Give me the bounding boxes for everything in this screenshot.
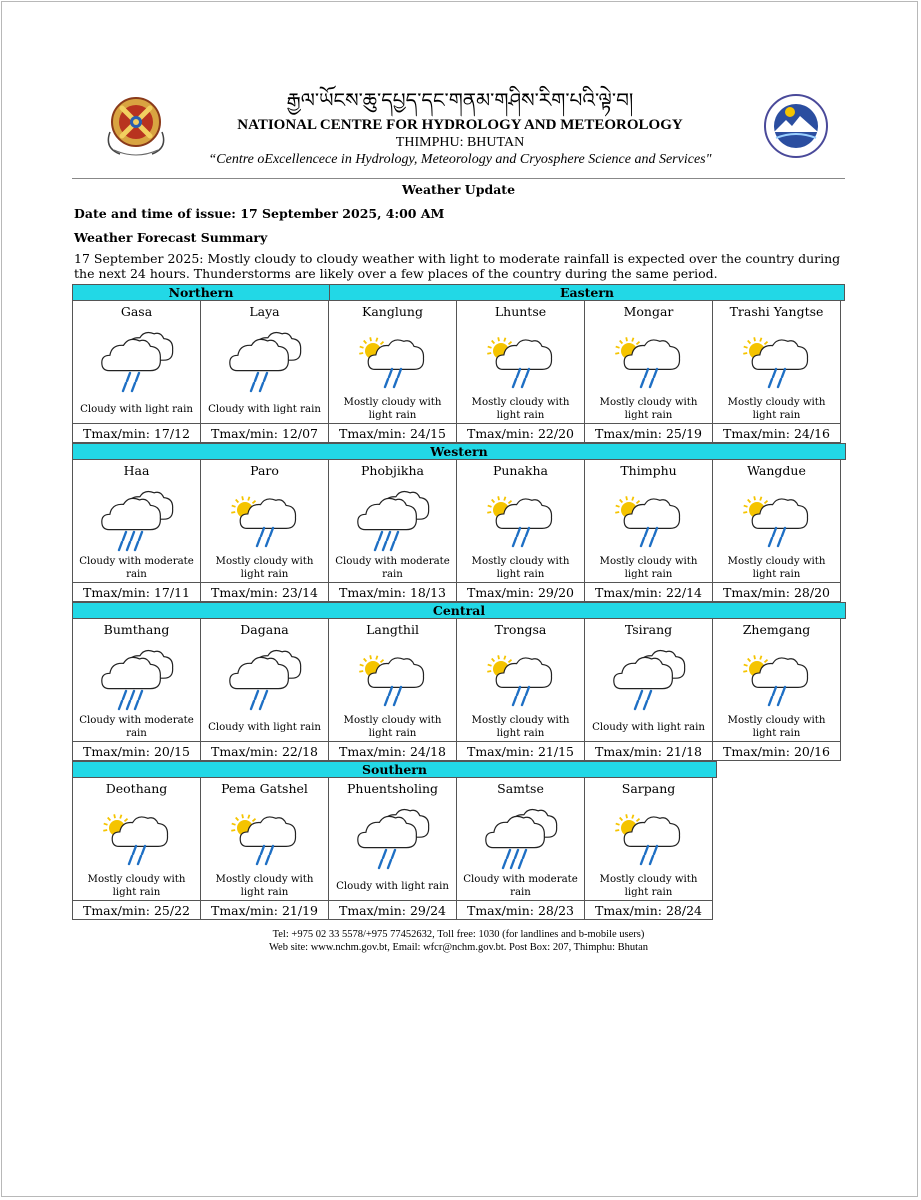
station-name: Bumthang xyxy=(103,622,170,637)
region-header-row xyxy=(72,602,845,619)
sun-cloud-rain-icon xyxy=(479,486,563,554)
station-cell-kanglung xyxy=(328,300,457,443)
cloudy-heavy-rain-icon xyxy=(95,486,179,554)
temperature-range: Tmax/min: 28/20 xyxy=(712,582,841,603)
temperature-range: Tmax/min: 21/18 xyxy=(584,741,713,762)
temperature-range: Tmax/min: 24/15 xyxy=(328,423,457,444)
station-cell-samtse xyxy=(456,777,585,920)
weather-description: Mostly cloudy with light rain xyxy=(727,715,826,739)
temperature-range: Tmax/min: 29/24 xyxy=(328,900,457,921)
organization-name: NATIONAL CENTRE FOR HYDROLOGY AND METEOROLOGY xyxy=(237,117,683,133)
station-name: Zhemgang xyxy=(742,622,811,637)
footer-website: Web site: www.nchm.gov.bt, Email: wfcr@nchm.gov.bt. Post Box: 207, Thimphu: Bhutan xyxy=(268,942,648,953)
temperature-range: Tmax/min: 29/20 xyxy=(456,582,585,603)
station-cell-dagana xyxy=(200,618,329,761)
station-name: Sarpang xyxy=(621,781,676,796)
station-row xyxy=(72,460,845,602)
sun-cloud-rain-icon xyxy=(607,804,691,872)
weather-description: Mostly cloudy with light rain xyxy=(215,556,314,580)
footer xyxy=(72,928,845,954)
temperature-range: Tmax/min: 25/22 xyxy=(72,900,201,921)
cloudy-rain-icon xyxy=(607,645,691,713)
station-cell-wangdue xyxy=(712,459,841,602)
footer-contact: Tel: +975 02 33 5578/+975 77452632, Toll free: 1030 (for landlines and b-mobile users) xyxy=(272,929,645,940)
station-name: Samtse xyxy=(497,781,544,796)
station-name: Paro xyxy=(250,463,279,478)
weather-description: Mostly cloudy with light rain xyxy=(343,397,442,421)
region-header-central: Central xyxy=(72,602,846,619)
station-name: Haa xyxy=(123,463,150,478)
station-cell-mongar xyxy=(584,300,713,443)
weather-description: Mostly cloudy with light rain xyxy=(599,556,698,580)
weather-description: Mostly cloudy with light rain xyxy=(471,715,570,739)
cloudy-rain-icon xyxy=(351,804,435,872)
sun-cloud-rain-icon xyxy=(607,486,691,554)
issue-date: Date and time of issue: 17 September 2025, 4:00 AM xyxy=(74,206,445,221)
temperature-range: Tmax/min: 21/19 xyxy=(200,900,329,921)
temperature-range: Tmax/min: 28/24 xyxy=(584,900,713,921)
station-name: Laya xyxy=(249,304,280,319)
weather-description: Mostly cloudy with light rain xyxy=(215,874,314,898)
weather-description: Mostly cloudy with light rain xyxy=(343,715,442,739)
station-row xyxy=(72,619,845,761)
temperature-range: Tmax/min: 20/16 xyxy=(712,741,841,762)
temperature-range: Tmax/min: 12/07 xyxy=(200,423,329,444)
station-cell-lhuntse xyxy=(456,300,585,443)
station-row xyxy=(72,301,845,443)
station-name: Phuentsholing xyxy=(346,781,439,796)
weather-description: Mostly cloudy with light rain xyxy=(471,556,570,580)
temperature-range: Tmax/min: 24/18 xyxy=(328,741,457,762)
weather-description: Cloudy with moderate rain xyxy=(335,556,450,580)
station-name: Thimphu xyxy=(620,463,677,478)
temperature-range: Tmax/min: 17/12 xyxy=(72,423,201,444)
sun-cloud-rain-icon xyxy=(735,486,819,554)
station-cell-langthil xyxy=(328,618,457,761)
region-header-southern: Southern xyxy=(72,761,717,778)
region-header-row xyxy=(72,443,845,460)
header xyxy=(190,86,730,169)
temperature-range: Tmax/min: 25/19 xyxy=(584,423,713,444)
temperature-range: Tmax/min: 23/14 xyxy=(200,582,329,603)
weather-description: Cloudy with light rain xyxy=(208,721,321,733)
weather-description: Cloudy with moderate rain xyxy=(79,556,194,580)
station-name: Langthil xyxy=(366,622,419,637)
weather-description: Cloudy with light rain xyxy=(592,721,705,733)
temperature-range: Tmax/min: 18/13 xyxy=(328,582,457,603)
region-header-row xyxy=(72,761,845,778)
station-cell-paro xyxy=(200,459,329,602)
sun-cloud-rain-icon xyxy=(351,327,435,395)
station-name: Dagana xyxy=(240,622,289,637)
weather-description: Cloudy with light rain xyxy=(80,403,193,415)
cloudy-heavy-rain-icon xyxy=(95,645,179,713)
weather-description: Cloudy with moderate rain xyxy=(79,715,194,739)
station-name: Trashi Yangtse xyxy=(729,304,824,319)
station-name: Deothang xyxy=(105,781,168,796)
temperature-range: Tmax/min: 28/23 xyxy=(456,900,585,921)
weather-description: Mostly cloudy with light rain xyxy=(599,397,698,421)
weather-description: Cloudy with light rain xyxy=(208,403,321,415)
temperature-range: Tmax/min: 22/18 xyxy=(200,741,329,762)
summary-heading: Weather Forecast Summary xyxy=(74,230,268,245)
nchm-logo xyxy=(760,92,832,160)
sun-cloud-rain-icon xyxy=(479,645,563,713)
header-divider xyxy=(72,178,845,179)
forecast-table xyxy=(72,284,845,920)
station-cell-trongsa xyxy=(456,618,585,761)
station-cell-pema-gatshel xyxy=(200,777,329,920)
weather-description: Mostly cloudy with light rain xyxy=(599,874,698,898)
cloudy-heavy-rain-icon xyxy=(351,486,435,554)
region-header-western: Western xyxy=(72,443,846,460)
cloudy-heavy-rain-icon xyxy=(479,804,563,872)
station-name: Mongar xyxy=(623,304,674,319)
station-cell-deothang xyxy=(72,777,201,920)
region-header-eastern: Eastern xyxy=(329,284,845,301)
station-cell-phuentsholing xyxy=(328,777,457,920)
sun-cloud-rain-icon xyxy=(223,486,307,554)
station-name: Kanglung xyxy=(362,304,423,319)
station-cell-haa xyxy=(72,459,201,602)
royal-emblem-logo xyxy=(100,92,172,160)
station-name: Wangdue xyxy=(747,463,806,478)
dzongkha-title: རྒྱལ་ཡོངས་ཆུ་དཔྱད་དང་གནམ་གཤིས་རིག་པའི་ལྟེ་བ། xyxy=(286,88,634,112)
region-header-northern: Northern xyxy=(72,284,330,301)
weather-description: Mostly cloudy with light rain xyxy=(727,397,826,421)
cloudy-rain-icon xyxy=(223,645,307,713)
station-cell-zhemgang xyxy=(712,618,841,761)
sun-cloud-rain-icon xyxy=(735,327,819,395)
weather-description: Mostly cloudy with light rain xyxy=(727,556,826,580)
station-name: Pema Gatshel xyxy=(221,781,308,796)
station-cell-gasa xyxy=(72,300,201,443)
sun-cloud-rain-icon xyxy=(735,645,819,713)
station-row xyxy=(72,778,845,920)
station-cell-bumthang xyxy=(72,618,201,761)
station-cell-phobjikha xyxy=(328,459,457,602)
temperature-range: Tmax/min: 17/11 xyxy=(72,582,201,603)
organization-location: THIMPHU: BHUTAN xyxy=(395,135,525,150)
region-header-row xyxy=(72,284,845,301)
cloudy-rain-icon xyxy=(95,327,179,395)
station-cell-thimphu xyxy=(584,459,713,602)
weather-description: Cloudy with moderate rain xyxy=(463,874,578,898)
temperature-range: Tmax/min: 22/20 xyxy=(456,423,585,444)
temperature-range: Tmax/min: 22/14 xyxy=(584,582,713,603)
sun-cloud-rain-icon xyxy=(223,804,307,872)
temperature-range: Tmax/min: 24/16 xyxy=(712,423,841,444)
temperature-range: Tmax/min: 21/15 xyxy=(456,741,585,762)
cloudy-rain-icon xyxy=(223,327,307,395)
station-cell-sarpang xyxy=(584,777,713,920)
station-cell-punakha xyxy=(456,459,585,602)
summary-text: 17 September 2025: Mostly cloudy to cloudy weather with light to moderate rainfall is expected over the country during the next 24 hours. Thunderstorms are likely over a few places of the country during the same period. xyxy=(74,251,841,281)
temperature-range: Tmax/min: 20/15 xyxy=(72,741,201,762)
sun-cloud-rain-icon xyxy=(607,327,691,395)
weather-description: Mostly cloudy with light rain xyxy=(471,397,570,421)
station-cell-trashi-yangtse xyxy=(712,300,841,443)
station-name: Gasa xyxy=(120,304,153,319)
sun-cloud-rain-icon xyxy=(95,804,179,872)
weather-description: Cloudy with light rain xyxy=(336,880,449,892)
organization-motto: “Centre oExcellencece in Hydrology, Meteorology and Cryosphere Science and Services" xyxy=(208,152,712,167)
sun-cloud-rain-icon xyxy=(479,327,563,395)
station-name: Phobjikha xyxy=(361,463,424,478)
sun-cloud-rain-icon xyxy=(351,645,435,713)
station-name: Tsirang xyxy=(624,622,673,637)
station-name: Punakha xyxy=(492,463,549,478)
station-name: Lhuntse xyxy=(494,304,547,319)
document-title: Weather Update xyxy=(401,182,516,197)
station-cell-laya xyxy=(200,300,329,443)
station-name: Trongsa xyxy=(494,622,547,637)
weather-description: Mostly cloudy with light rain xyxy=(87,874,186,898)
station-cell-tsirang xyxy=(584,618,713,761)
